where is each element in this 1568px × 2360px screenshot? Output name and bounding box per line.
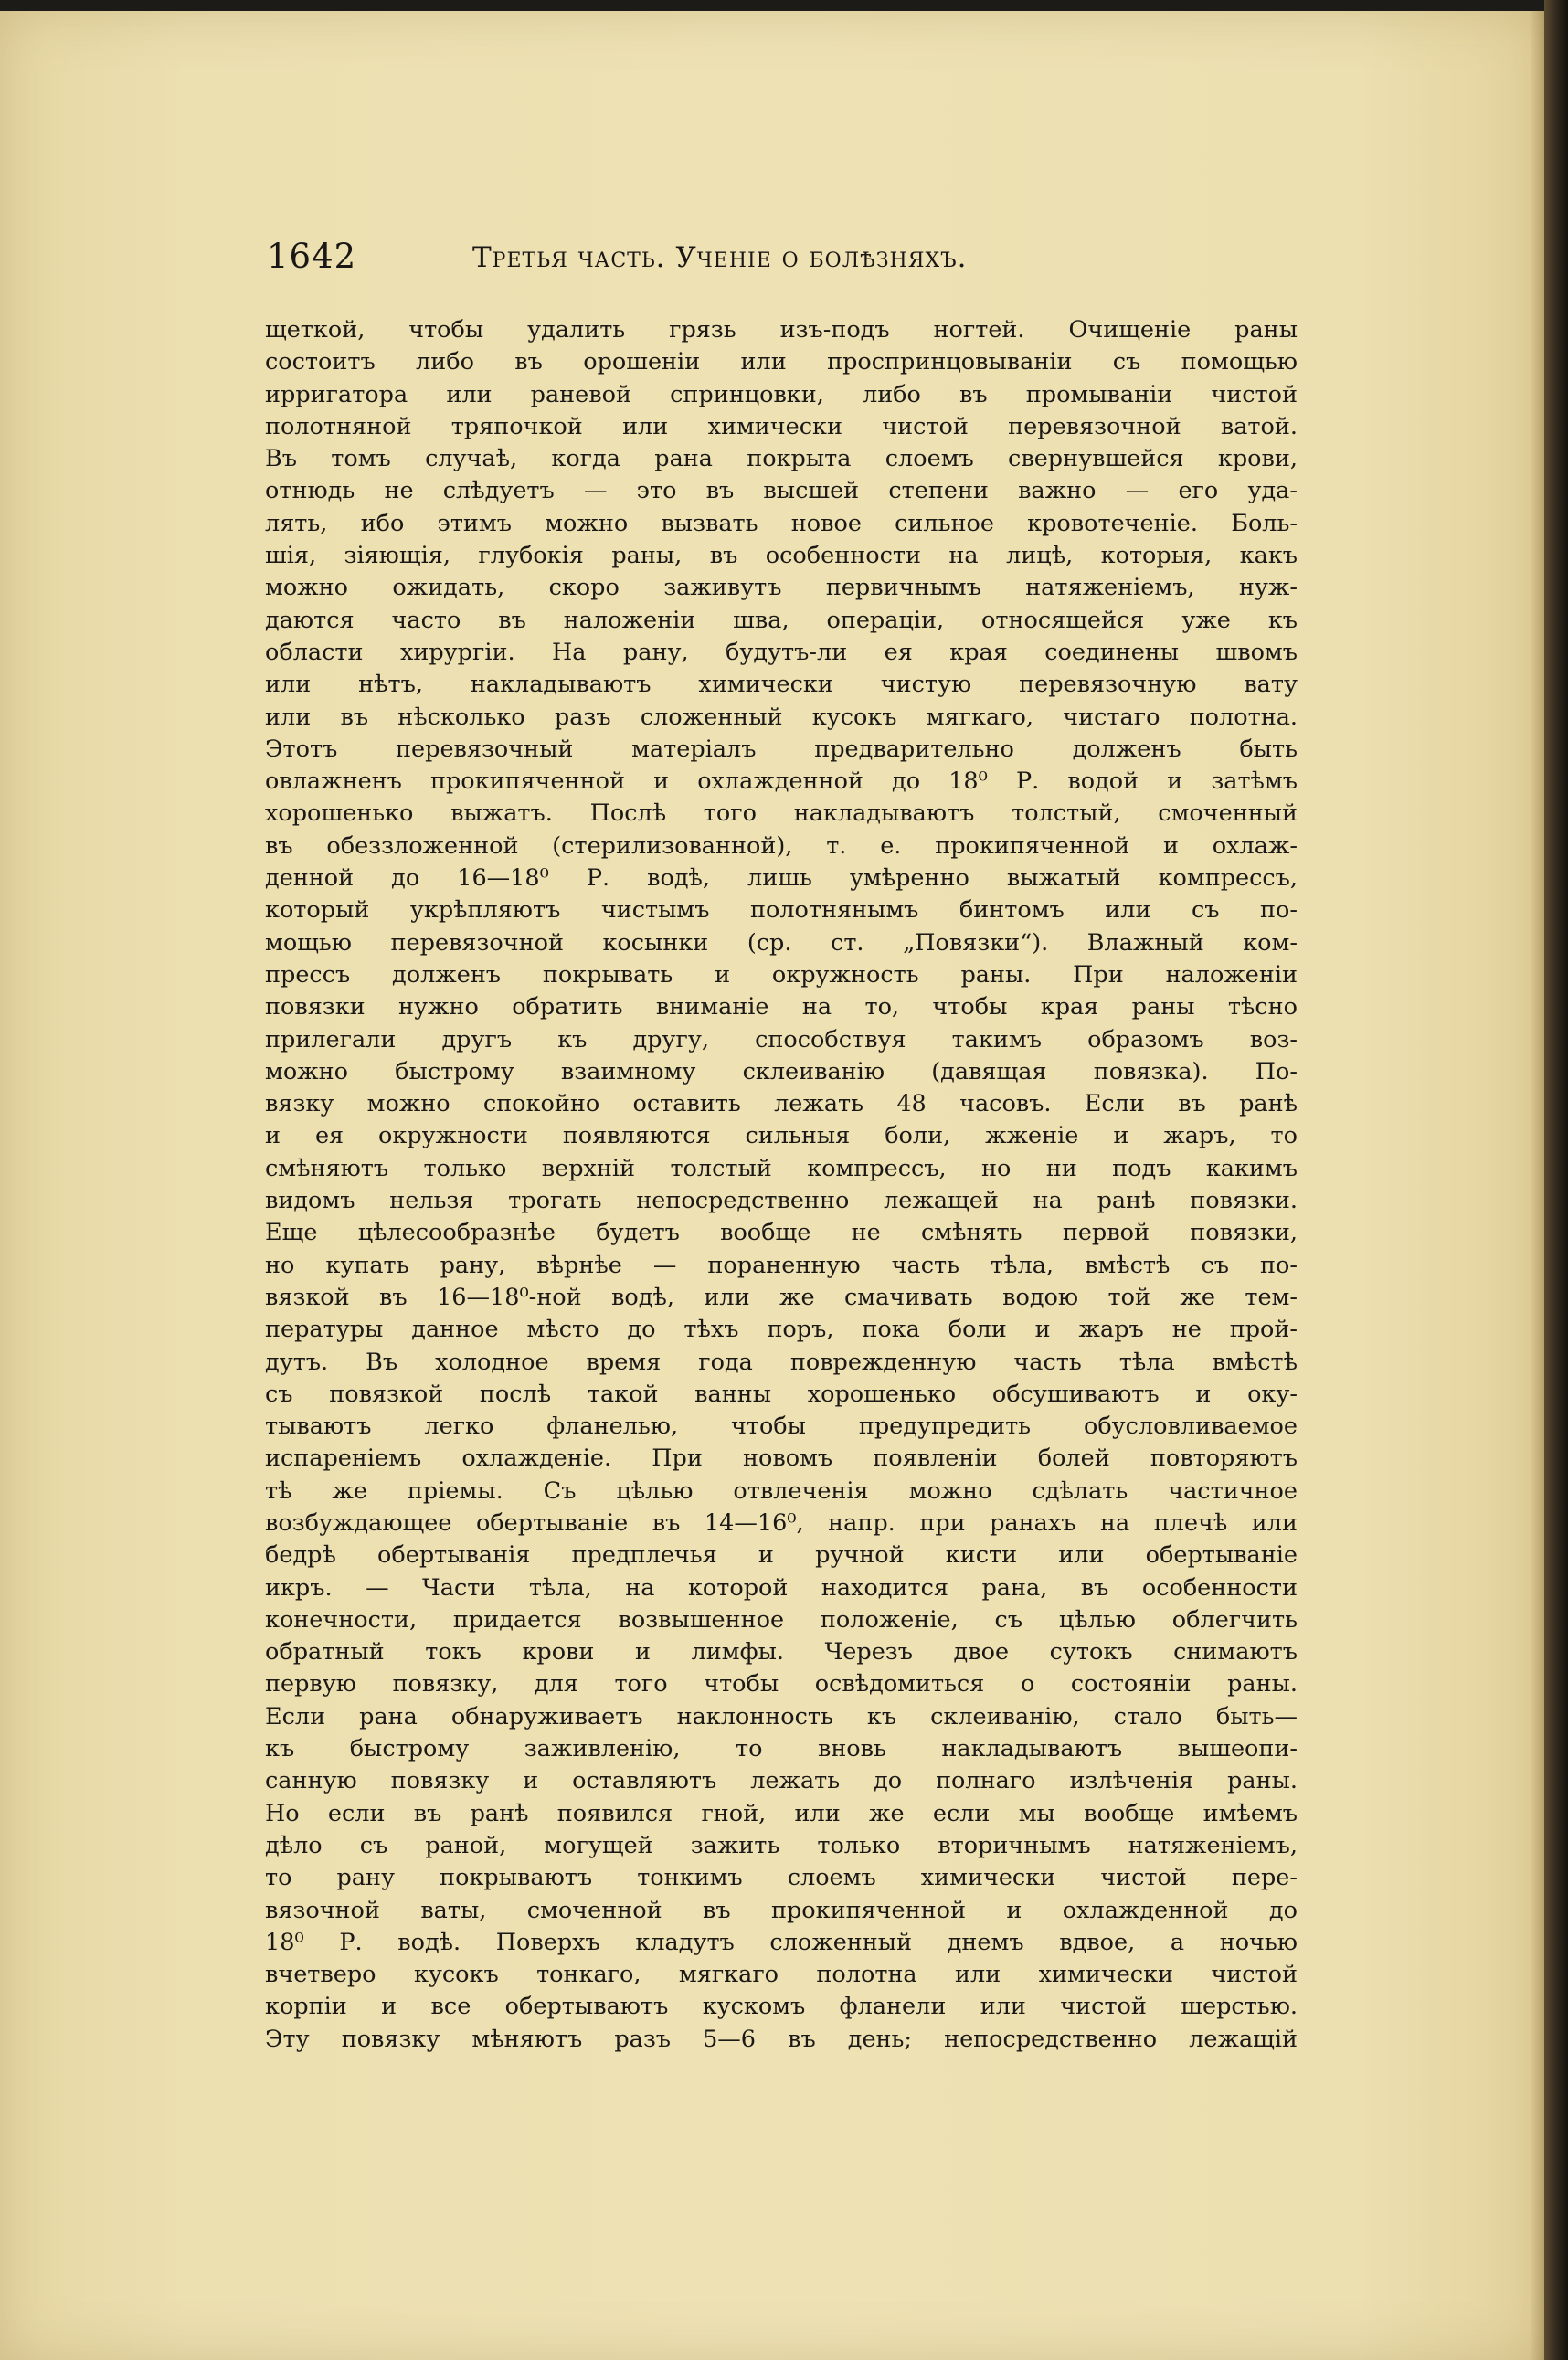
text-line: можно ожидать, скоро заживутъ первичнымъ натяженiемъ, нуж-	[265, 574, 1298, 602]
text-line: полотняной тряпочкой или химически чистой перевязочной ватой.	[265, 412, 1298, 440]
book-edge-shadow	[1544, 0, 1568, 2360]
text-line: щеткой, чтобы удалить грязь изъ-подъ ногтей. Очищенiе раны	[265, 316, 1298, 344]
text-line: корпiи и все обертываютъ кускомъ фланели или чистой шерстью.	[265, 1993, 1298, 2021]
text-line: но купать рану, вѣрнѣе — пораненную часть тѣла, вмѣстѣ съ по-	[265, 1251, 1298, 1279]
body-text	[265, 314, 1298, 2088]
text-line: хорошенько выжатъ. Послѣ того накладываютъ толстый, смоченный	[265, 799, 1298, 828]
text-line: вязкой въ 16—18⁰-ной водѣ, или же смачивать водою той же тем-	[265, 1283, 1298, 1311]
text-line: конечности, придается возвышенное положенiе, съ цѣлью облегчить	[265, 1605, 1298, 1634]
text-line: ирригатора или раневой спринцовки, либо въ промыванiи чистой	[265, 380, 1298, 408]
text-line: тываютъ легко фланелью, чтобы предупредить обусловливаемое	[265, 1413, 1298, 1441]
text-line: первую повязку, для того чтобы освѣдомиться о состоянiи раны.	[265, 1670, 1298, 1699]
text-line: дѣло съ раной, могущей зажить только вторичнымъ натяженiемъ,	[265, 1831, 1298, 1859]
text-line: испаренiемъ охлажденiе. При новомъ появленiи болей повторяютъ	[265, 1445, 1298, 1473]
text-line: прессъ долженъ покрывать и окружность раны. При наложенiи	[265, 960, 1298, 989]
text-line: тѣ же прiемы. Съ цѣлью отвлеченiя можно сдѣлать частичное	[265, 1476, 1298, 1505]
text-line: Эту повязку мѣняютъ разъ 5—6 въ день; непосредственно лежащiй	[265, 2025, 1298, 2053]
text-line: возбуждающее обертыванiе въ 14—16⁰, напр. при ранахъ на плечѣ или	[265, 1508, 1298, 1537]
text-line: можно быстрому взаимному склеиванiю (давящая повязка). По-	[265, 1057, 1298, 1085]
text-line: вязочной ваты, смоченной въ прокипяченной и охлажденной до	[265, 1896, 1298, 1924]
text-line: даются часто въ наложенiи шва, операцiи, относящейся уже къ	[265, 606, 1298, 634]
text-line: вчетверо кусокъ тонкаго, мягкаго полотна или химически чистой	[265, 1961, 1298, 1989]
text-line	[265, 2056, 1298, 2088]
text-line: то рану покрываютъ тонкимъ слоемъ химически чистой пере-	[265, 1864, 1298, 1892]
book-page	[0, 11, 1544, 2360]
running-title: Третья часть. Ученiе о болѣзняхъ.	[472, 241, 968, 274]
text-line: обратный токъ крови и лимфы. Черезъ двое сутокъ снимаютъ	[265, 1638, 1298, 1667]
text-line: лять, ибо этимъ можно вызвать новое сильное кровотеченiе. Боль-	[265, 509, 1298, 537]
text-line: пературы данное мѣсто до тѣхъ поръ, пока боли и жаръ не прой-	[265, 1316, 1298, 1344]
text-line: дутъ. Въ холодное время года поврежденную часть тѣла вмѣстѣ	[265, 1348, 1298, 1376]
text-line: денной до 16—18⁰ Р. водѣ, лишь умѣренно выжатый компрессъ,	[265, 864, 1298, 893]
text-line: бедрѣ обертыванiя предплечья и ручной кисти или обертыванiе	[265, 1541, 1298, 1570]
text-line: икръ. — Части тѣла, на которой находится рана, въ особенности	[265, 1573, 1298, 1602]
text-line: который укрѣпляютъ чистымъ полотнянымъ бинтомъ или съ по-	[265, 896, 1298, 925]
text-line: Еще цѣлесообразнѣе будетъ вообще не смѣнять первой повязки,	[265, 1219, 1298, 1247]
text-line: къ быстрому заживленiю, то вновь накладываютъ вышеопи-	[265, 1735, 1298, 1763]
text-line: или въ нѣсколько разъ сложенный кусокъ мягкаго, чистаго полотна.	[265, 703, 1298, 731]
text-line: санную повязку и оставляютъ лежать до полнаго излѣченiя раны.	[265, 1767, 1298, 1795]
text-line: овлажненъ прокипяченной и охлажденной до 18⁰ Р. водой и затѣмъ	[265, 767, 1298, 796]
text-line: или нѣтъ, накладываютъ химически чистую перевязочную вату	[265, 671, 1298, 699]
text-line: повязки нужно обратить вниманiе на то, чтобы края раны тѣсно	[265, 993, 1298, 1021]
text-line: Этотъ перевязочный матерiалъ предварительно долженъ быть	[265, 735, 1298, 763]
text-line: съ повязкой послѣ такой ванны хорошенько обсушиваютъ и оку-	[265, 1380, 1298, 1408]
text-line: 18⁰ Р. водѣ. Поверхъ кладутъ сложенный днемъ вдвое, а ночью	[265, 1928, 1298, 1956]
text-line: въ обеззложенной (стерилизованной), т. е. прокипяченной и охлаж-	[265, 831, 1298, 860]
page-number: 1642	[267, 237, 357, 276]
text-line: Но если въ ранѣ появился гной, или же если мы вообще имѣемъ	[265, 1799, 1298, 1827]
text-line: вязку можно спокойно оставить лежать 48 часовъ. Если въ ранѣ	[265, 1090, 1298, 1118]
text-line: и ея окружности появляются сильныя боли, жженiе и жаръ, то	[265, 1122, 1298, 1150]
text-line: прилегали другъ къ другу, способствуя такимъ образомъ воз-	[265, 1025, 1298, 1053]
page-header	[267, 234, 1295, 280]
text-line: смѣняютъ только верхнiй толстый компрессъ, но ни подъ какимъ	[265, 1154, 1298, 1182]
text-line: области хирургiи. На рану, будутъ-ли ея края соединены швомъ	[265, 638, 1298, 666]
text-line: шiя, зiяющiя, глубокiя раны, въ особенности на лицѣ, которыя, какъ	[265, 542, 1298, 570]
text-line: Если рана обнаруживаетъ наклонность къ склеиванiю, стало быть—	[265, 1702, 1298, 1730]
text-line: мощью перевязочной косынки (ср. ст. „Повязки“). Влажный ком-	[265, 928, 1298, 957]
text-line: состоитъ либо въ орошенiи или проспринцовыванiи съ помощью	[265, 348, 1298, 376]
text-line: отнюдь не слѣдуетъ — это въ высшей степени важно — его уда-	[265, 477, 1298, 505]
text-line: Въ томъ случаѣ, когда рана покрыта слоемъ свернувшейся крови,	[265, 445, 1298, 473]
text-line: видомъ нельзя трогать непосредственно лежащей на ранѣ повязки.	[265, 1187, 1298, 1215]
